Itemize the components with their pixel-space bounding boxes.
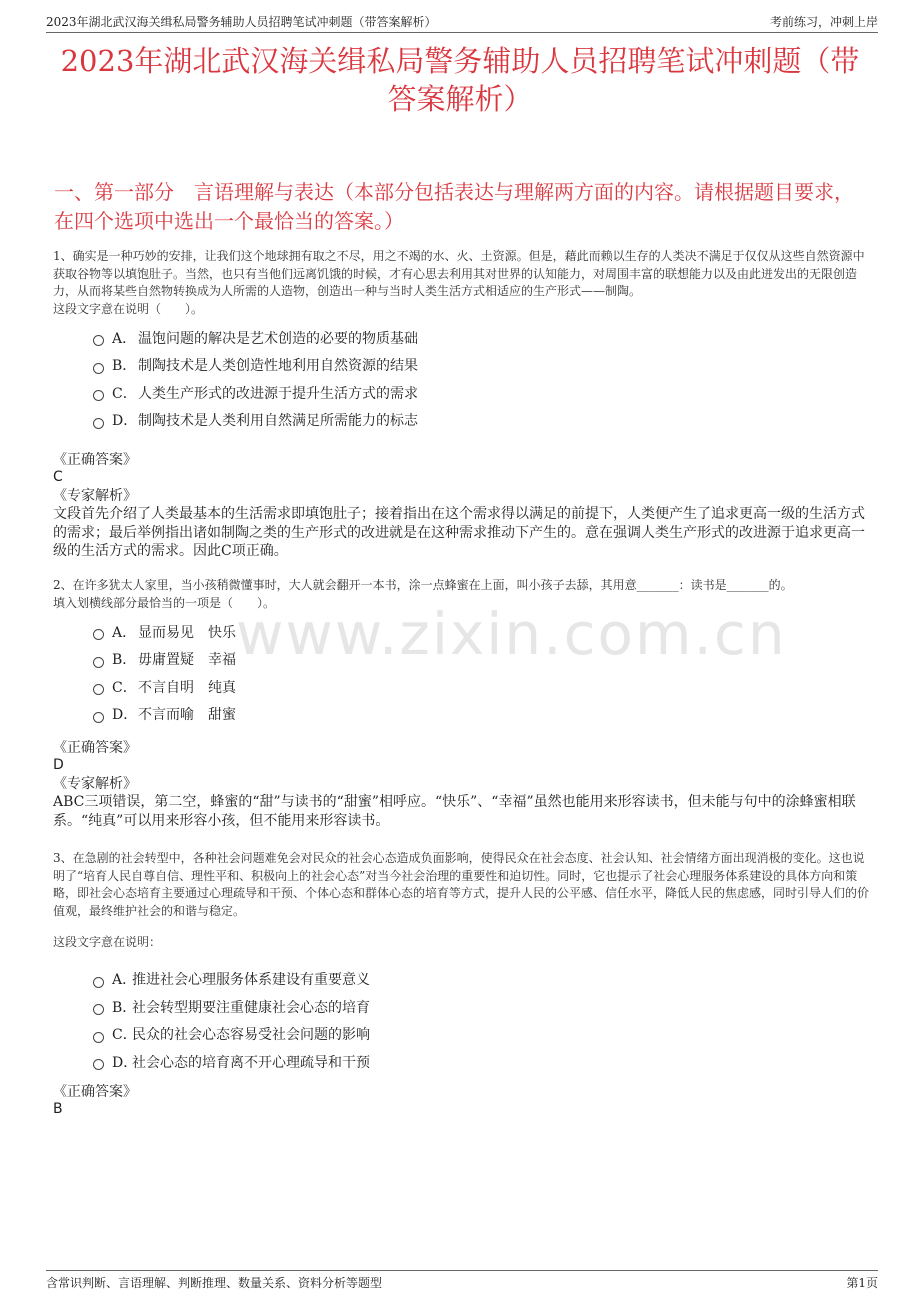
option-c[interactable]: C． 民众的社会心态容易受社会问题的影响: [93, 1021, 872, 1049]
radio-icon[interactable]: [93, 363, 104, 374]
options-list: [93, 618, 872, 728]
answer-value: C: [53, 469, 63, 485]
option-b[interactable]: B． 制陶技术是人类创造性地利用自然资源的结果: [93, 352, 872, 380]
options-list: [93, 324, 872, 434]
answer-value: D: [53, 757, 64, 773]
options-list: [93, 966, 872, 1076]
radio-icon[interactable]: [93, 629, 104, 640]
answer-label: 《正确答案》: [53, 452, 137, 468]
question-stem: 2、在许多犹太人家里，当小孩稍微懂事时，大人就会翻开一本书，涂一点蜂蜜在上面，叫小孩子去舔，其用意_______：读书是_______的。: [53, 578, 793, 592]
question-2: [53, 577, 872, 728]
radio-icon[interactable]: [93, 1059, 104, 1070]
header-doc-title: 2023年湖北武汉海关缉私局警务辅助人员招聘笔试冲刺题（带答案解析）: [46, 15, 437, 29]
page-number: 第1页: [846, 1276, 878, 1290]
option-c[interactable]: C． 不言自明 纯真: [93, 673, 872, 701]
question-stem: 1、确实是一种巧妙的安排，让我们这个地球拥有取之不尽，用之不竭的水、火、土资源。但是，藉此而赖以生存的人类决不满足于仅仅从这些自然资源中获取谷物等以填饱肚子。当然，也只有当他们远离饥饿的时候，才有心思去利用其对世界的认知能力，对周围丰富的联想能力以及由此迸发出的无限创造力，从而将某些自然物转换成为人所需的人造物，创造出一种与当时人类生活方式相适应的生产形式——制陶。: [53, 249, 865, 298]
answer-label: 《正确答案》: [53, 740, 137, 756]
option-b[interactable]: B． 毋庸置疑 幸福: [93, 646, 872, 674]
document-title: 2023年湖北武汉海关缉私局警务辅助人员招聘笔试冲刺题（带答案解析）: [60, 44, 860, 116]
analysis-text: 文段首先介绍了人类最基本的生活需求即填饱肚子；接着指出在这个需求得以满足的前提下，人类便产生了追求更高一级的生活方式的需求；最后举例指出诸如制陶之类的生产形式的改进就是在这种需求推动下产生的。意在强调人类生产形式的改进源于追求更高一级的生活方式的需求。因此C项正确。: [53, 506, 865, 559]
option-a[interactable]: A． 温饱问题的解决是艺术创造的必要的物质基础: [93, 324, 872, 352]
question-stem: 3、在急剧的社会转型中，各种社会问题难免会对民众的社会心态造成负面影响，使得民众在社会态度、社会认知、社会情绪方面出现消极的变化。这也说明了“培育人民自尊自信、理性平和、积极向上的社会心态”对当今社会治理的重要性和迫切性。同时，它也提示了社会心理服务体系建设的具体方向和策略，即社会心态培育主要通过心理疏导和干预、个体心态和群体心态的培育等方式，提升人民的公平感、信任水平，降低人民的焦虑感，同时引导人们的价值观，最终维护社会的和谐与稳定。: [53, 851, 870, 918]
option-d[interactable]: D． 社会心态的培育离不开心理疏导和干预: [93, 1048, 872, 1076]
question-3: [53, 850, 872, 1076]
footer-note: 含常识判断、言语理解、判断推理、数量关系、资料分析等题型: [46, 1276, 383, 1290]
watermark: www.zixin.com.cn: [236, 600, 787, 668]
radio-icon[interactable]: [93, 684, 104, 695]
answer-block-2: [53, 740, 872, 830]
answer-value: B: [53, 1101, 63, 1117]
question-prompt: 这段文字意在说明（ ）。: [53, 301, 204, 316]
radio-icon[interactable]: [93, 977, 104, 988]
radio-icon[interactable]: [93, 390, 104, 401]
question-prompt: 这段文字意在说明：: [53, 935, 162, 949]
analysis-label: 《专家解析》: [53, 488, 137, 504]
analysis-text: ABC三项错误，第二空，蜂蜜的“甜”与读书的“甜蜜”相呼应。“快乐”、“幸福”虽然也能用来形容读书，但未能与句中的涂蜂蜜相联系。“纯真”可以用来形容小孩，但不能用来形容读书。: [53, 794, 856, 829]
option-a[interactable]: A． 推进社会心理服务体系建设有重要意义: [93, 966, 872, 994]
radio-icon[interactable]: [93, 712, 104, 723]
answer-label: 《正确答案》: [53, 1084, 137, 1100]
radio-icon[interactable]: [93, 418, 104, 429]
option-a[interactable]: A． 显而易见 快乐: [93, 618, 872, 646]
section-heading: 一、第一部分 言语理解与表达（本部分包括表达与理解两方面的内容。请根据题目要求，在四个选项中选出一个最恰当的答案。）: [54, 180, 854, 233]
question-prompt: 填入划横线部分最恰当的一项是（ ）。: [53, 595, 276, 610]
page-footer: [46, 1270, 878, 1291]
analysis-label: 《专家解析》: [53, 776, 137, 792]
option-d[interactable]: D． 不言而喻 甜蜜: [93, 701, 872, 729]
question-1: [53, 248, 872, 434]
option-d[interactable]: D． 制陶技术是人类利用自然满足所需能力的标志: [93, 407, 872, 435]
radio-icon[interactable]: [93, 1032, 104, 1043]
option-c[interactable]: C． 人类生产形式的改进源于提升生活方式的需求: [93, 379, 872, 407]
option-b[interactable]: B． 社会转型期要注重健康社会心态的培育: [93, 993, 872, 1021]
answer-block-3: [53, 1084, 872, 1118]
page-header: [46, 10, 878, 33]
radio-icon[interactable]: [93, 335, 104, 346]
radio-icon[interactable]: [93, 657, 104, 668]
radio-icon[interactable]: [93, 1004, 104, 1015]
header-slogan: 考前练习，冲刺上岸: [769, 15, 878, 29]
answer-block-1: [53, 452, 872, 561]
